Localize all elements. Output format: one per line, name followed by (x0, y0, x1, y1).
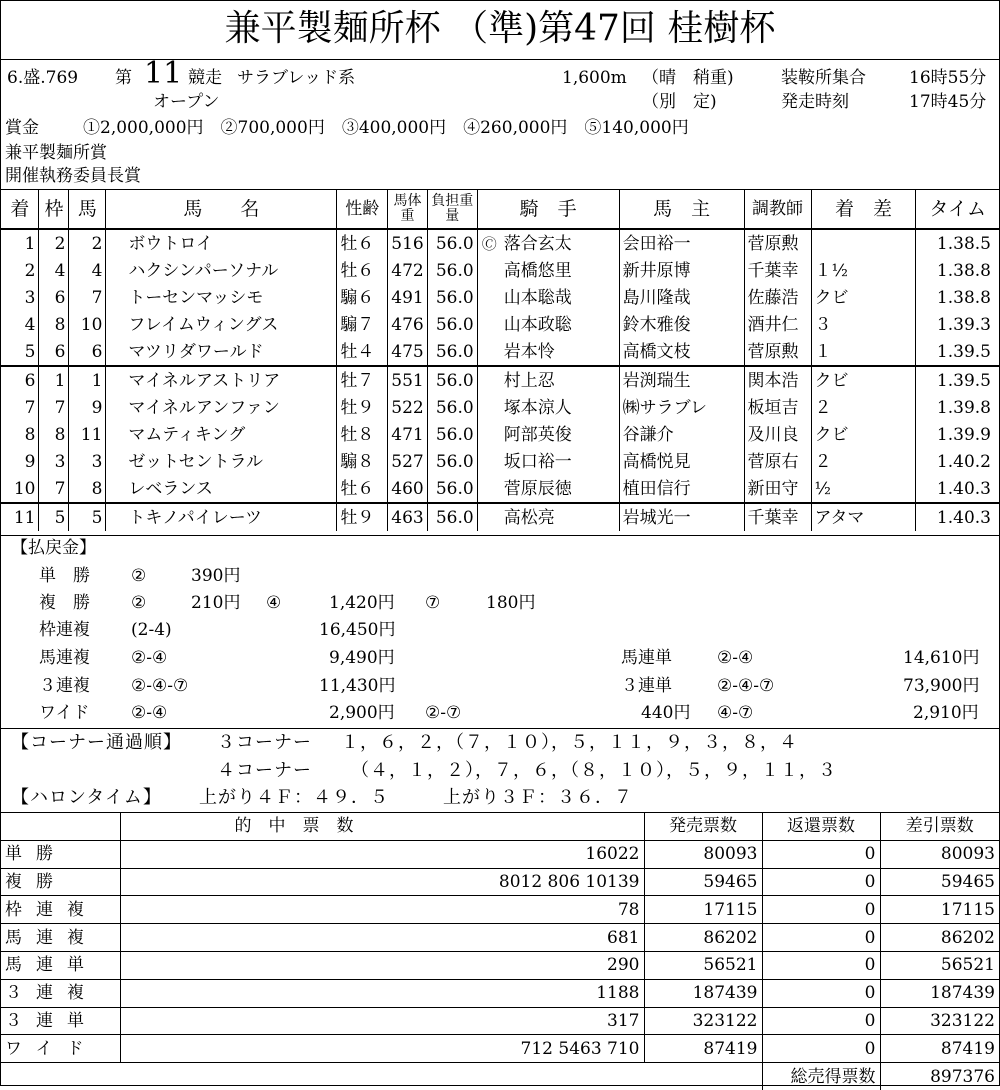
vote-type-cell: ワイド (1, 1035, 120, 1063)
frame-cell: 6 (39, 338, 69, 366)
trainer-cell: 千葉幸 (744, 503, 811, 531)
horse-no-cell: 9 (69, 394, 106, 421)
refund-cell: 0 (762, 924, 880, 952)
sexage-cell: 牡４ (337, 338, 388, 366)
hit-votes-cell: 681 (120, 924, 644, 952)
place-combo-3: ⑦ (425, 593, 441, 613)
hit-votes-cell: 8012 806 10139 (120, 868, 644, 896)
net-cell: 59465 (880, 868, 999, 896)
owner-cell: 会田裕一 (619, 229, 744, 257)
win-combo: ② (131, 566, 147, 586)
owner-cell: 岩渕瑞生 (619, 366, 744, 394)
exacta-label: 馬連単 (621, 648, 672, 668)
prize-label: 賞金 (5, 118, 39, 138)
hit-votes-cell: 16022 (120, 840, 644, 868)
horse-no-cell: 6 (69, 338, 106, 366)
net-cell: 17115 (880, 896, 999, 924)
sold-cell: 80093 (644, 840, 762, 868)
refund-cell: 0 (762, 868, 880, 896)
horse-no-cell: 2 (69, 229, 106, 257)
table-row (1, 394, 999, 421)
sold-cell: 323122 (644, 1007, 762, 1035)
horse-name-cell: マムティキング (106, 421, 337, 448)
frame-cell: 8 (39, 311, 69, 338)
owner-cell: 谷謙介 (619, 421, 744, 448)
margin-cell: ３ (811, 311, 916, 338)
sexage-cell: 牡６ (337, 257, 388, 284)
horse-name-cell: マイネルアンファン (106, 394, 337, 421)
body-weight-cell: 476 (388, 311, 427, 338)
place-combo-2: ④ (266, 593, 282, 613)
col-jockey: 騎 手 (477, 190, 619, 230)
vote-type-cell: 馬連単 (1, 951, 120, 979)
corner3-label: ３コーナー (217, 732, 312, 753)
quinella-combo: ②-④ (131, 648, 168, 668)
horse-name-cell: ハクシンパーソナル (106, 257, 337, 284)
time-cell: 1.39.5 (916, 338, 999, 366)
quinella-label: 馬連複 (39, 648, 90, 668)
trainer-cell: 酒井仁 (744, 311, 811, 338)
vote-row (1, 868, 999, 896)
race-class: オープン (153, 92, 220, 112)
horse-no-cell: 3 (69, 448, 106, 475)
furlong-heading: 【ハロンタイム】 (11, 787, 162, 808)
owner-cell: 岩城光一 (619, 503, 744, 531)
sold-cell: 56521 (644, 951, 762, 979)
sold-cell: 59465 (644, 868, 762, 896)
refund-cell: 0 (762, 840, 880, 868)
vote-type-cell: ３連複 (1, 979, 120, 1007)
rank-cell: 10 (13, 478, 36, 499)
trio-label: ３連複 (39, 676, 90, 696)
vote-row (1, 896, 999, 924)
vote-row (1, 840, 999, 868)
trainer-cell: 及川良 (744, 421, 811, 448)
time-cell: 1.39.8 (916, 394, 999, 421)
hit-votes-cell: 1188 (120, 979, 644, 1007)
vote-row (1, 924, 999, 952)
results-table (1, 189, 999, 531)
col-sexage: 性齢 (337, 190, 388, 230)
col-carry-weight: 負担重量 (427, 190, 477, 230)
start-time: 17時45分 (909, 92, 987, 112)
owner-cell: 高橋悦見 (619, 448, 744, 475)
total-value: 897376 (880, 1063, 999, 1090)
wide-amount-3: 2,910円 (913, 703, 979, 723)
hit-votes-cell: 78 (120, 896, 644, 924)
corner4-order: （４，１，２），７，６，（８，１０），５，９，１１，３ (351, 760, 837, 781)
rank-cell: 1 (1, 229, 39, 257)
horse-name-cell: トーセンマッシモ (106, 284, 337, 311)
frame-cell: 5 (39, 503, 69, 531)
carry-weight-cell: 56.0 (427, 475, 477, 503)
trainer-cell: 菅原勲 (744, 338, 811, 366)
owner-cell: ㈱サラブレ (619, 394, 744, 421)
frame-cell: 1 (39, 366, 69, 394)
bracket-quinella-amount: 16,450円 (319, 620, 396, 640)
jockey-name: 山本政聡 (503, 314, 572, 335)
margin-cell: クビ (811, 421, 916, 448)
quinella-amount: 9,490円 (329, 648, 395, 668)
wide-combo-2: ②-⑦ (425, 703, 462, 723)
time-cell: 1.39.5 (916, 366, 999, 394)
time-cell: 1.39.3 (916, 311, 999, 338)
horse-name-cell: ゼットセントラル (106, 448, 337, 475)
table-row (1, 421, 999, 448)
carry-weight-cell: 56.0 (427, 229, 477, 257)
net-cell: 323122 (880, 1007, 999, 1035)
track-condition: （晴 稍重) (642, 68, 734, 88)
last-3f: 上がり３Ｆ：３６．７ (443, 787, 633, 808)
trifecta-combo: ②-④-⑦ (717, 676, 775, 696)
owner-cell: 植田信行 (619, 475, 744, 503)
race-id: 6.盛.769 (7, 68, 79, 88)
corner-heading: 【コーナー通過順】 (11, 732, 182, 753)
vote-table (1, 812, 999, 1090)
place-label: 複 勝 (39, 593, 90, 613)
win-label: 単 勝 (39, 566, 90, 586)
corner3-order: １，６，２，（７，１０），５，１１，９，３，８，４ (341, 732, 798, 753)
carry-weight-cell: 56.0 (427, 284, 477, 311)
prize-list: ①2,000,000円 ②700,000円 ③400,000円 ④260,000円 ⑤140,000円 (83, 118, 689, 138)
vote-type-cell: 枠連複 (1, 896, 120, 924)
rank-cell: 4 (24, 314, 36, 335)
col-owner: 馬 主 (619, 190, 744, 230)
time-cell: 1.38.8 (916, 284, 999, 311)
table-row (1, 475, 999, 503)
vote-row (1, 1007, 999, 1035)
frame-cell: 7 (39, 475, 69, 503)
jockey-cell (477, 366, 619, 394)
col-body-weight: 馬体重 (388, 190, 427, 230)
place-amount-1: 210円 (191, 593, 241, 613)
sold-cell: 17115 (644, 896, 762, 924)
sexage-cell: 牡９ (337, 503, 388, 531)
hit-votes-cell: 712 5463 710 (120, 1035, 644, 1063)
net-cell: 187439 (880, 979, 999, 1007)
owner-cell: 鈴木雅俊 (619, 311, 744, 338)
vote-type-cell: 単勝 (1, 840, 120, 868)
jockey-cell (477, 257, 619, 284)
wide-combo-1: ②-④ (131, 703, 168, 723)
horse-no-cell: 8 (69, 475, 106, 503)
race-number: 11 (144, 56, 183, 91)
jockey-name: 坂口裕一 (503, 451, 572, 472)
body-weight-cell: 522 (388, 394, 427, 421)
jockey-cell (477, 394, 619, 421)
horse-no-cell: 1 (69, 366, 106, 394)
vote-header-row (1, 813, 999, 841)
rank-cell: 9 (24, 451, 36, 472)
sexage-cell: 牡７ (337, 366, 388, 394)
body-weight-cell: 463 (388, 503, 427, 531)
wide-amount-2: 440円 (641, 703, 691, 723)
margin-cell: １½ (811, 257, 916, 284)
wide-combo-3: ④-⑦ (717, 703, 754, 723)
vote-type-cell: 馬連複 (1, 924, 120, 952)
trifecta-label: ３連単 (621, 676, 672, 696)
bracket-quinella-label: 枠連複 (39, 620, 90, 640)
body-weight-cell: 472 (388, 257, 427, 284)
place-amount-3: 180円 (486, 593, 536, 613)
trainer-cell: 関本浩 (744, 366, 811, 394)
exacta-amount: 14,610円 (903, 648, 980, 668)
body-weight-cell: 471 (388, 421, 427, 448)
exacta-combo: ②-④ (717, 648, 754, 668)
trio-combo: ②-④-⑦ (131, 676, 189, 696)
trainer-cell: 菅原勲 (744, 229, 811, 257)
col-trainer: 調教師 (744, 190, 811, 230)
wide-label: ワイド (39, 703, 90, 723)
sexage-cell: 牡６ (337, 229, 388, 257)
jockey-cell (477, 421, 619, 448)
race-prefix: 第 (115, 68, 132, 88)
trainer-cell: 菅原右 (744, 448, 811, 475)
margin-cell (811, 229, 916, 257)
rank-cell: 3 (24, 287, 36, 308)
margin-cell: １ (811, 338, 916, 366)
refund-cell: 0 (762, 979, 880, 1007)
horse-name-cell: マツリダワールド (106, 338, 337, 366)
saddle-time: 16時55分 (909, 68, 987, 88)
trifecta-amount: 73,900円 (903, 676, 980, 696)
place-amount-2: 1,420円 (329, 593, 395, 613)
carry-weight-cell: 56.0 (427, 366, 477, 394)
wide-amount-1: 2,900円 (329, 703, 395, 723)
margin-cell: クビ (811, 284, 916, 311)
sold-cell: 187439 (644, 979, 762, 1007)
time-cell: 1.40.3 (916, 503, 999, 531)
jockey-cell (477, 475, 619, 503)
hit-votes-cell: 290 (120, 951, 644, 979)
body-weight-cell: 475 (388, 338, 427, 366)
margin-cell: ½ (811, 475, 916, 503)
frame-cell: 6 (39, 284, 69, 311)
table-row (1, 338, 999, 366)
payout-heading: 【払戻金】 (11, 538, 96, 558)
horse-name-cell: レベランス (106, 475, 337, 503)
horse-name-cell: ボウトロイ (106, 229, 337, 257)
net-cell: 86202 (880, 924, 999, 952)
jockey-cell (477, 503, 619, 531)
jockey-cell (477, 448, 619, 475)
horse-no-cell: 4 (69, 257, 106, 284)
time-cell: 1.38.5 (916, 229, 999, 257)
owner-cell: 高橋文枝 (619, 338, 744, 366)
col-margin: 着 差 (811, 190, 916, 230)
refund-cell: 0 (762, 1007, 880, 1035)
refund-cell: 0 (762, 951, 880, 979)
vote-type-cell: 複勝 (1, 868, 120, 896)
time-cell: 1.40.3 (916, 475, 999, 503)
rank-cell: 7 (24, 397, 36, 418)
distance: 1,600m (562, 68, 627, 88)
race-suffix: 競走 (188, 68, 222, 88)
trainer-cell: 佐藤浩 (744, 284, 811, 311)
table-row (1, 284, 999, 311)
owner-cell: 新井原博 (619, 257, 744, 284)
sexage-cell: 騸７ (337, 311, 388, 338)
time-cell: 1.39.9 (916, 421, 999, 448)
margin-cell: ２ (811, 394, 916, 421)
time-cell: 1.40.2 (916, 448, 999, 475)
sexage-cell: 牡６ (337, 475, 388, 503)
col-refund: 返還票数 (762, 813, 880, 841)
sexage-cell: 牡９ (337, 394, 388, 421)
table-row (1, 448, 999, 475)
horse-name-cell: トキノパイレーツ (106, 503, 337, 531)
vote-row (1, 1035, 999, 1063)
results-header-row (1, 190, 999, 230)
horse-no-cell: 5 (69, 503, 106, 531)
trainer-cell: 千葉幸 (744, 257, 811, 284)
bracket-quinella-combo: (2-4) (131, 620, 172, 640)
saddle-label: 装鞍所集合 (781, 68, 866, 88)
horse-no-cell: 7 (69, 284, 106, 311)
frame-cell: 8 (39, 421, 69, 448)
body-weight-cell: 491 (388, 284, 427, 311)
award-2: 開催執務委員長賞 (5, 166, 141, 186)
body-weight-cell: 527 (388, 448, 427, 475)
jockey-name: 菅原辰徳 (503, 478, 572, 499)
rank-cell: 6 (1, 366, 39, 394)
last-4f: 上がり４Ｆ：４９．５ (199, 787, 389, 808)
carry-weight-cell: 56.0 (427, 421, 477, 448)
margin-cell: ２ (811, 448, 916, 475)
jockey-name: 塚本涼人 (503, 397, 572, 418)
horse-no-cell: 10 (69, 311, 106, 338)
carry-weight-cell: 56.0 (427, 394, 477, 421)
refund-cell: 0 (762, 896, 880, 924)
table-row (1, 366, 999, 394)
apprentice-mark: 🄫 (481, 234, 497, 253)
trainer-cell: 板垣吉 (744, 394, 811, 421)
sexage-cell: 騸６ (337, 284, 388, 311)
body-weight-cell: 460 (388, 475, 427, 503)
table-row (1, 311, 999, 338)
net-cell: 87419 (880, 1035, 999, 1063)
col-hit-votes: 的 中 票 数 (120, 813, 644, 841)
col-rank: 着 (1, 190, 39, 230)
jockey-name: 岩本怜 (503, 341, 555, 362)
rank-cell: 8 (24, 424, 36, 445)
table-row (1, 229, 999, 257)
carry-weight-cell: 56.0 (427, 311, 477, 338)
margin-cell: クビ (811, 366, 916, 394)
trio-amount: 11,430円 (319, 676, 396, 696)
weight-rule: （別 定) (642, 92, 717, 112)
total-label: 総売得票数 (762, 1063, 880, 1090)
jockey-cell (477, 311, 619, 338)
time-cell: 1.38.8 (916, 257, 999, 284)
net-cell: 56521 (880, 951, 999, 979)
jockey-name: 阿部英俊 (503, 424, 572, 445)
trainer-cell: 新田守 (744, 475, 811, 503)
col-name: 馬 名 (106, 190, 337, 230)
vote-row (1, 979, 999, 1007)
jockey-name: 村上忍 (503, 370, 555, 391)
frame-cell: 4 (39, 257, 69, 284)
table-row (1, 257, 999, 284)
sexage-cell: 騸８ (337, 448, 388, 475)
jockey-name: 山本聡哉 (503, 287, 572, 308)
rank-cell: 2 (24, 260, 36, 281)
vote-row (1, 951, 999, 979)
breed: サラブレッド系 (237, 68, 356, 88)
jockey-cell (477, 229, 619, 257)
col-frame: 枠 (39, 190, 69, 230)
corner4-label: ４コーナー (217, 760, 312, 781)
carry-weight-cell: 56.0 (427, 448, 477, 475)
horse-no-cell: 11 (69, 421, 106, 448)
margin-cell: アタマ (811, 503, 916, 531)
col-sold: 発売票数 (644, 813, 762, 841)
horse-name-cell: マイネルアストリア (106, 366, 337, 394)
rank-cell: 5 (24, 341, 36, 362)
frame-cell: 2 (39, 229, 69, 257)
body-weight-cell: 516 (388, 229, 427, 257)
sold-cell: 87419 (644, 1035, 762, 1063)
col-net: 差引票数 (880, 813, 999, 841)
net-cell: 80093 (880, 840, 999, 868)
start-label: 発走時刻 (781, 92, 849, 112)
vote-type-cell: ３連単 (1, 1007, 120, 1035)
jockey-cell (477, 284, 619, 311)
rank-cell: 11 (1, 503, 39, 531)
body-weight-cell: 551 (388, 366, 427, 394)
carry-weight-cell: 56.0 (427, 338, 477, 366)
refund-cell: 0 (762, 1035, 880, 1063)
col-horse-no: 馬 (69, 190, 106, 230)
carry-weight-cell: 56.0 (427, 503, 477, 531)
jockey-name: 落合玄太 (503, 233, 572, 254)
hit-votes-cell: 317 (120, 1007, 644, 1035)
jockey-name: 高松亮 (503, 507, 555, 528)
win-amount: 390円 (191, 566, 241, 586)
frame-cell: 7 (39, 394, 69, 421)
jockey-name: 高橋悠里 (503, 260, 572, 281)
table-row (1, 503, 999, 531)
sexage-cell: 牡８ (337, 421, 388, 448)
place-combo-1: ② (131, 593, 147, 613)
page-title: 兼平製麺所杯 （準)第47回 桂樹杯 (1, 1, 999, 60)
frame-cell: 3 (39, 448, 69, 475)
carry-weight-cell: 56.0 (427, 257, 477, 284)
sold-cell: 86202 (644, 924, 762, 952)
col-time: タイム (916, 190, 999, 230)
award-1: 兼平製麺所賞 (5, 143, 107, 163)
owner-cell: 島川隆哉 (619, 284, 744, 311)
horse-name-cell: フレイムウィングス (106, 311, 337, 338)
jockey-cell (477, 338, 619, 366)
